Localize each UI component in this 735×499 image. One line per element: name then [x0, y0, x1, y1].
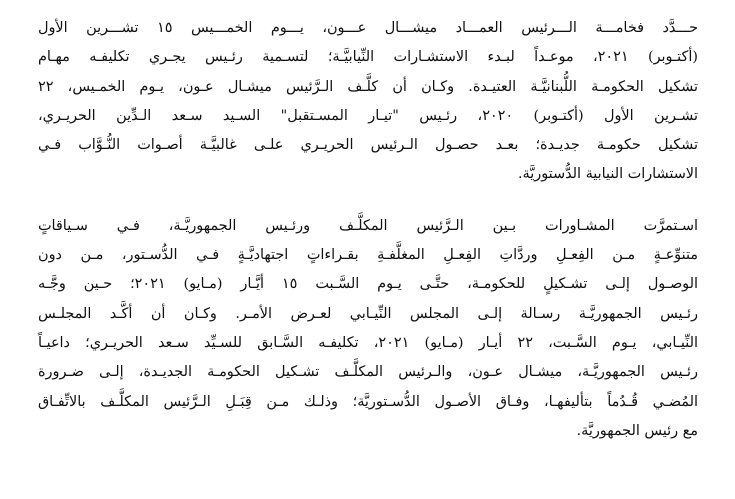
- text-line: النِّيـابي، يـوم السَّـبت، ٢٢ أيـار (مـايو) ٢٠٢١، تكليفـه السَّـابق للسـيِّد سـعد الحريـري؛ داعيـاً: [38, 334, 699, 351]
- text-line: المُضـي قُـدُماً بتأليفهـا، وفـاق الأصـول الدُّسـتوريَّة؛ وذلـك مـن قِبَـلِ الـرَّئيس المكلَّـف بالاتِّفـاق: [38, 393, 698, 410]
- text-line: الاستشارات النيابية الدُّستوريَّة.: [517, 166, 698, 183]
- document-page: [38, 14, 698, 446]
- text-line: حـــدَّد فخامـــة الـــرئيس العمـــاد ميشـــال عـــون، يـــوم الخمـــيس ١٥ تشـــرين الأول: [38, 20, 698, 36]
- text-line: مع رئيس الجمهوريَّة.: [576, 422, 698, 439]
- text-line: متنوِّعـةٍ مـن الفِعـلِ وردَّاتِ الفِعـلِ المغلَّفـةِ بقـراءاتٍ اجتهاديَّـةٍ فـي الدُّسـتور، مـن دون: [38, 247, 698, 264]
- text-line: تشكيل حكومـة جديـدة؛ بعـد حصـول الـرئيس الحريـري علـى غالبيَّـة أصـوات النُّـوَّاب فـي: [38, 137, 698, 154]
- text-line: رئـيس الجمهوريَّـة رسـالة إلـى المجلس النِّيـابي لعـرض الأمـر. وكـان أن أكَّـد المجلـس: [38, 305, 698, 322]
- paragraph-1: [38, 14, 698, 190]
- text-line: الوصـول إلـى تشـكيلٍ للحكومـة، حتَّـى يـوم السَّـبت ١٥ أيَّـار (مـايو) ٢٠٢١؛ حـين وجَّـه: [38, 276, 698, 293]
- text-line: (أكتـوبر) ٢٠٢١، موعـداً لبـدء الاستشـارات النِّيابيَّـة؛ لتسـمية رئـيس يجـري تكليفـه مهـام: [38, 49, 698, 66]
- text-line: رئـيس الجمهوريَّـة، ميشـال عـون، والـرئيس المكلَّـف تشـكيل الحكومـة الجديـدة، إلـى ضـرورة: [38, 364, 698, 381]
- paragraph-2: [38, 212, 698, 446]
- text-line: اسـتمرَّت المشـاورات بـين الـرَّئيس المكلَّـف ورئـيس الجمهوريَّـة، فـي سـياقاتٍ: [38, 217, 698, 234]
- text-line: تشـرين الأول (أكتـوبر) ٢٠٢٠، رئـيس "تيـار المسـتقبل" السـيد سـعد الـدِّين الحريـري،: [38, 107, 698, 124]
- text-line: تشكيل الحكومـة اللُّبنانيَّـة العتيـدة. وكـان أن كلَّـف الـرَّئيس ميشـال عـون، يـوم الخمـيس، ٢٢: [38, 78, 698, 95]
